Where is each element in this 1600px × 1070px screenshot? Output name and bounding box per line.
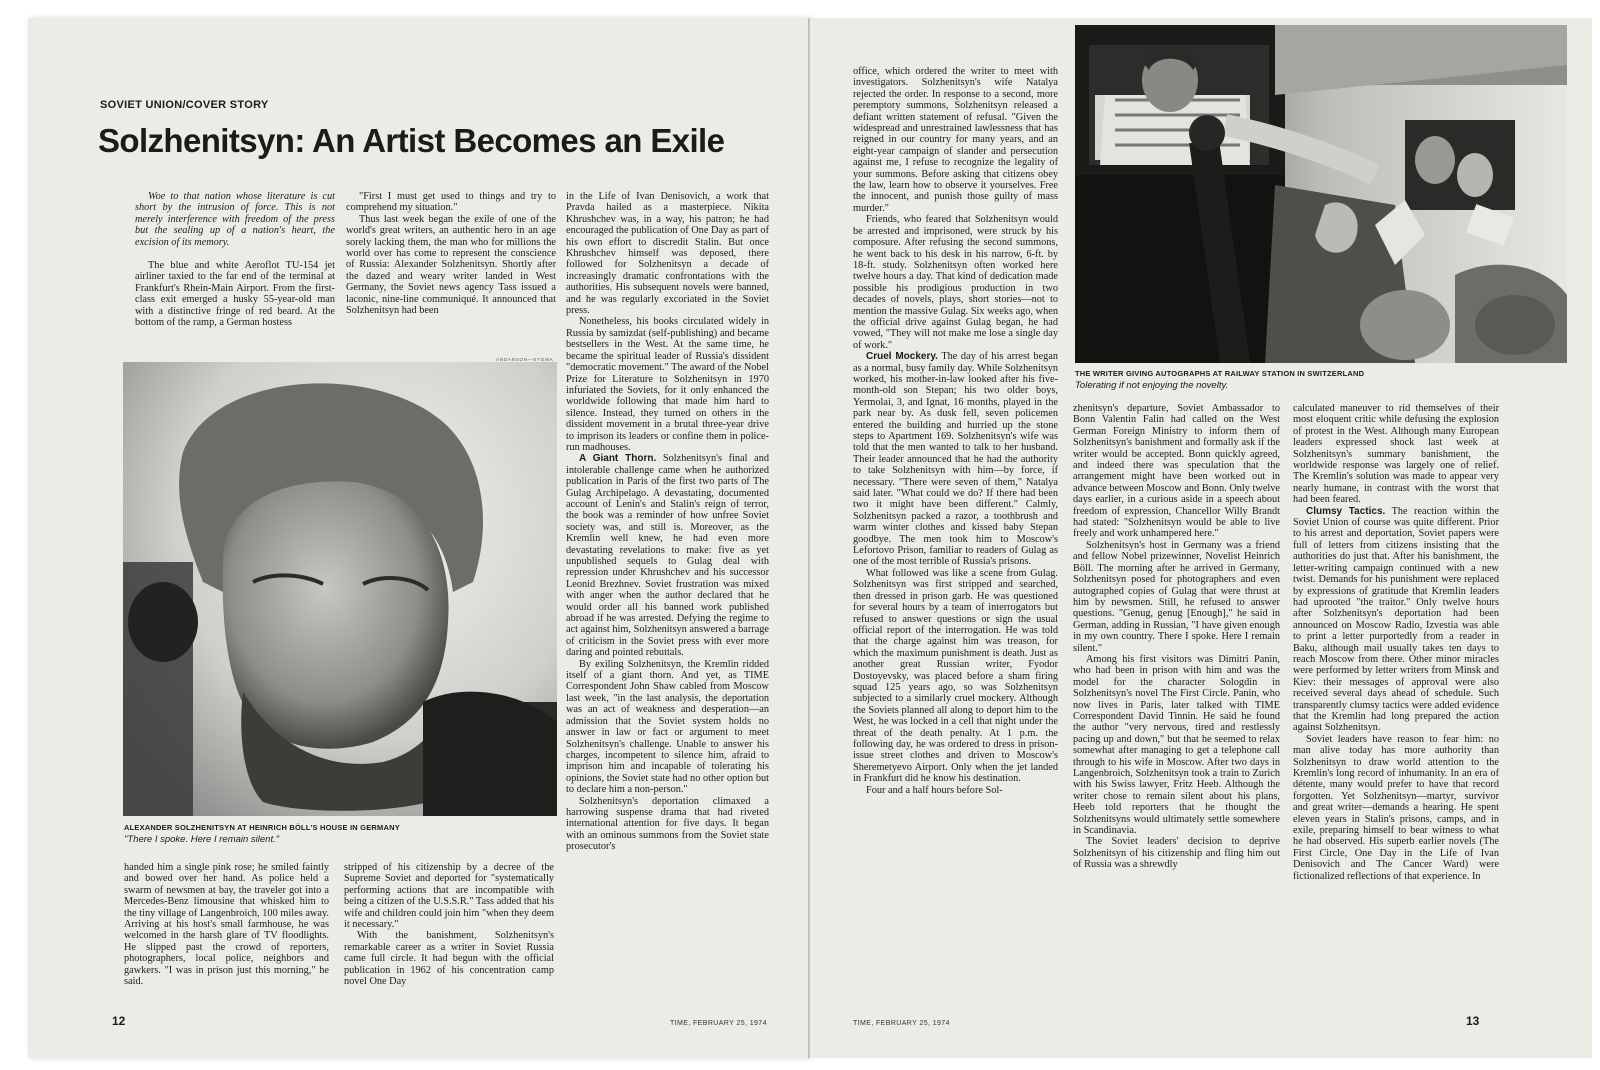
paragraph: Nonetheless, his books circulated widely in Russia by samizdat (self-publishing) and became bestsellers in the West. At the same time, he became the spiritual leader of Russia's dissident "democratic movement." The award of the Nobel Prize for Literature to Solzhenitsyn in 1970 infuriated the Soviets, for it only enhanced the worldwide following that made him hard to silence. Instead, they turned on others in the dissident movement in a brutal three-year drive to imprison its leaders or confine them in police-run madhouses. — [566, 316, 769, 453]
footer-left: TIME, FEBRUARY 25, 1974 — [670, 1020, 767, 1027]
photo-credit: ANDANSON—SYGMA — [496, 357, 554, 362]
right-col1 — [853, 66, 1058, 796]
paragraph: With the banishment, Solzhenitsyn's remarkable career as a writer in Soviet Russia came full circle. It had begun with the official publication in 1962 of his concentration camp novel One Day — [344, 930, 554, 988]
paragraph: zhenitsyn's departure, Soviet Ambassador to Bonn Valentin Falin had called on the West German Foreign Ministry to inform them of Solzhenitsyn's banishment and formally ask if the writer would be accepted. Bonn quickly agreed, and indeed there was speculation that the arrangement might have been worked out in advance between Moscow and Bonn. Only twelve days earlier, in a curious aside in a speech about freedom of expression, Chancellor Willy Brandt had stated: "Solzhenitsyn would be able to live freely and work unhampered here." — [1073, 403, 1280, 540]
subhead: A Giant Thorn. — [579, 453, 657, 465]
paragraph: The day of his arrest began as a normal, busy family day. While Solzhenitsyn worked, his mother-in-law looked after his five-month-old son Stepan; his two older boys, Yermolai, 3, and Ignat, 16 months, played in the park near by. As dusk fell, seven policemen entered the building and hurried up the stone steps to Apartment 169. Solzhenitsyn's wife was told that the men wanted to talk to her husband. Their leader announced that he had the authority to take Solzhenitsyn with him—by force, if necessary. "There were seven of them," Natalya said later. "What could we do? If there had been two it might have been different." Calmly, Solzhenitsyn packed a razor, a toothbrush and warm winter clothes and kissed baby Stepan goodbye. The men took him to Moscow's Lefortovo Prison, familiar to readers of Gulag as one of the most terrible of Russia's prisons. — [853, 351, 1059, 568]
paragraph: office, which ordered the writer to meet with investigators. Solzhenitsyn's wife Natalya rejected the order. In response to a second, more peremptory summons, Solzhenitsyn released a defiant written statement of refusal. "Given the widespread and unrestrained lawlessness that has reigned in our country for many years, and an eight-year campaign of slander and persecution against me, I refuse to recognize the legality of your summons. Before asking that citizens obey the law, learn how to observe it yourselves. Free the innocent, and punish those guilty of mass murder." — [853, 66, 1058, 214]
left-col1-top — [135, 191, 335, 328]
paragraph: calculated maneuver to rid themselves of their most eloquent critic while defusing the explosion of protest in the West. Although many European leaders expressed shock last week at Solzhenitsyn's summary banishment, the worldwide response was largely one of relief. The Kremlin's solution was made to appear very nearly humane, in contrast with the worst that had been feared. — [1293, 403, 1499, 506]
subhead: Cruel Mockery. — [866, 351, 938, 363]
paragraph: Solzhenitsyn's final and intolerable challenge came when he authorized publication in Paris of the first two parts of The Gulag Archipelago. A devastating, documented account of Lenin's and Stalin's reign of terror, the book was a reminder of how unfree Soviet society was, and still is. Moreover, as the Kremlin well knew, he had even more devastating revelations to make: five as yet unpublished sequels to Gulag deal with repression under Khrushchev and his successor Leonid Brezhnev. Soviet frustration was mixed with anger when the author declared that he would order all his banned work published abroad if he was arrested. Defying the regime to act against him, Solzhenitsyn answered a barrage of criticism in the Soviet press with ever more daring and pointed rebuttals. — [566, 453, 769, 659]
paragraph: Soviet leaders have reason to fear him: no man alive today has more authority than Solzhenitsyn to draw world attention to the Kremlin's long record of inhumanity. In an era of détente, many would prefer to have that record forgotten. Yet Solzhenitsyn—martyr, survivor and great writer—demands a hearing. He spent eleven years in Stalin's prisons, camps, and in exile, preparing himself to bear witness to what he had observed. His superb earlier novels (The First Circle, One Day in the Life of Ivan Denisovich and The Cancer Ward) were fictionalized reflections of that experience. In — [1293, 733, 1499, 882]
right-col2 — [1073, 403, 1280, 871]
paragraph: Thus last week began the exile of one of the world's great writers, an authentic hero in an age sorely lacking them, the man who for millions the world over has come to represent the conscience of Russia: Alexander Solzhenitsyn. Shortly after the dazed and weary writer landed in West Germany, the Soviet news agency Tass issued a laconic, nine-line communiqué. It announced that Solzhenitsyn had been — [346, 213, 556, 317]
left-col1-bottom — [124, 862, 329, 987]
paragraph: What followed was like a scene from Gulag. Solzhenitsyn was first stripped and searched, then dressed in prison garb. He was questioned for several hours by a team of interrogators but refused to answer questions or sign the usual official report of the interrogation. He was told that the charge against him was treason, for which the maximum punishment is death. Just as another great Russian writer, Fyodor Dostoyevsky, was placed before a sham firing squad 125 years ago, so was Solzhenitsyn subjected to a similarly cruel mockery. Although the Soviets planned all along to deport him to the West, he was locked in a cell that night under the threat of the death penalty. At 1 p.m. the following day, he was ordered to dress in prison-issue street clothes and driven to Moscow's Sheremetyevo Airport. Only when the jet landed in Frankfurt did he know his destination. — [853, 567, 1058, 785]
footer-right: TIME, FEBRUARY 25, 1974 — [853, 1020, 950, 1027]
page-number-right: 13 — [1466, 1014, 1480, 1028]
epigraph: Woe to that nation whose literature is cut short by the intrusion of force. This is not merely interference with freedom of the press but the sealing up of a nation's heart, the excision of its memory. — [135, 191, 335, 248]
paragraph: "First I must get used to things and try to comprehend my situation." — [346, 191, 556, 214]
paragraph: The Soviet leaders' decision to deprive Solzhenitsyn of his citizenship and fling him out of Russia was a shrewdly — [1073, 836, 1280, 871]
photo-caption-subtitle: "There I spoke. Here I remain silent." — [124, 834, 280, 845]
paragraph: Solzhenitsyn's host in Germany was a friend and fellow Nobel prizewinner, Novelist Heinrich Böll. The morning after he arrived in Germany, Solzhenitsyn posed for photographers and even autographed copies of Gulag that were thrust at him by newsmen. Still, he refused to answer questions. "Genug, genug [Enough]," he said in German, adding in Russian, "I have given enough in my own country. There I spoke. Here I remain silent." — [1073, 539, 1280, 654]
left-col2-bottom — [344, 862, 554, 987]
section-label: SOVIET UNION/COVER STORY — [100, 99, 269, 111]
paragraph: Solzhenitsyn's deportation climaxed a harrowing suspense drama that had riveted international attention for five days. It began with an ominous summons from the Soviet state prosecutor's — [566, 795, 769, 853]
paragraph: Friends, who feared that Solzhenitsyn would be arrested and imprisoned, were struck by his composure. After refusing the second summons, he went back to his desk in his narrow, 6-ft. by 18-ft. study. Solzhenitsyn often worked here twelve hours a day. That kind of dedication made possible his prodigious production in two decades of novels, plays, short stories—not to mention the massive Gulag. Six weeks ago, when the official drive against Gulag began, he had vowed, "They will not make me lose a single day of work." — [853, 214, 1058, 351]
photo-caption-subtitle: Tolerating if not enjoying the novelty. — [1075, 380, 1229, 391]
portrait-photo — [123, 362, 557, 816]
paragraph: in the Life of Ivan Denisovich, a work that Pravda hailed as a masterpiece. Nikita Khrushchev was, in a way, his patron; he had encouraged the publication of One Day as part of his own effort to discredit Stalin. But once Khrushchev himself was deposed, there followed for Solzhenitsyn a decade of increasingly dramatic confrontations with the authorities. His subsequent novels were banned, and he was regularly excoriated in the Soviet press. — [566, 191, 770, 317]
paragraph: The reaction within the Soviet Union of course was quite different. Prior to his arrest and deportation, Soviet papers were full of letters from citizens insisting that the authorities do just that. After his banishment, the letter-writing campaign continued with a new twist. Demands for his punishment were replaced by expressions of gratitude that Kremlin leaders had uprooted "the traitor." Only twelve hours after Solzhenitsyn's deportation had been announced on Moscow Radio, Izvestia was able to print a letter purportedly from a reader in Baku, although mail usually takes ten days to reach Moscow from there. Other minor miracles were performed by letter writers from Minsk and Kiev: their messages of approval were also received several days ahead of schedule. Such transparently clumsy tactics were added evidence that the Kremlin had long prepared the action against Solzhenitsyn. — [1293, 505, 1500, 734]
photo-caption-title: ALEXANDER SOLZHENITSYN AT HEINRICH BÖLL'S HOUSE IN GERMANY — [124, 823, 400, 832]
article-lead: The blue and white Aeroflot TU-154 jet airliner taxied to the far end of the terminal at Frankfurt's Rhein-Main Airport. From the first-class exit emerged a husky 55-year-old man with a distinctive fringe of red beard. At the bottom of the ramp, a German hostess — [135, 260, 335, 329]
left-col3 — [566, 191, 769, 853]
subhead: Clumsy Tactics. — [1306, 505, 1386, 517]
right-col3 — [1293, 403, 1499, 882]
photo-caption-title: THE WRITER GIVING AUTOGRAPHS AT RAILWAY STATION IN SWITZERLAND — [1075, 369, 1365, 378]
headline: Solzhenitsyn: An Artist Becomes an Exile — [98, 122, 725, 159]
left-col2-top — [346, 191, 556, 316]
paragraph: stripped of his citizenship by a decree of the Supreme Soviet and deported for "systematically performing actions that are incompatible with being a citizen of the U.S.S.R." Tass added that his wife and children could join him "when they deem it necessary." — [344, 862, 554, 931]
paragraph: Four and a half hours before Sol- — [866, 784, 1003, 796]
page-number-left: 12 — [112, 1014, 126, 1028]
train-station-photo — [1075, 25, 1567, 363]
paragraph: handed him a single pink rose; he smiled faintly and bowed over her hand. As police held a swarm of newsmen at bay, the traveler got into a Mercedes-Benz limousine that whisked him to the tiny village of Langenbroich, 100 miles away. Arriving at his host's small farmhouse, he was welcomed in the harsh glare of TV floodlights. He slipped past the crowd of reporters, photographers, local police, neighbors and gawkers. "I was in prison just this morning," he said. — [124, 862, 329, 988]
paragraph: By exiling Solzhenitsyn, the Kremlin ridded itself of a giant thorn. And yet, as TIME Correspondent John Shaw cabled from Moscow last week, "in the last analysis, the deportation was an act of weakness and desperation—an admission that the Soviet system holds no answer in law or fact or argument to meet Solzhenitsyn's challenge. Unable to answer his charges, incompetent to silence him, afraid to imprison him and incapable of tolerating his opinions, the Soviet state had no other option but to declare him a non-person." — [566, 658, 769, 796]
paragraph: Among his first visitors was Dimitri Panin, who had been in prison with him and was the model for the character Sologdin in Solzhenitsyn's novel The First Circle. Panin, who now lives in Paris, later talked with TIME Correspondent David Tinnin. He said he found the author "very nervous, tired and restlessly pacing up and down," but that he seemed to relax somewhat after managing to get a telephone call through to his wife in Moscow. After two days in Langenbroich, Solzhenitsyn took a train to Zurich with his Swiss lawyer, Fritz Heeb. Although the writer chose to remain silent about his plans, Heeb told reporters that he thought the Solzhenitsyns would ultimately settle somewhere in Scandinavia. — [1073, 653, 1280, 837]
